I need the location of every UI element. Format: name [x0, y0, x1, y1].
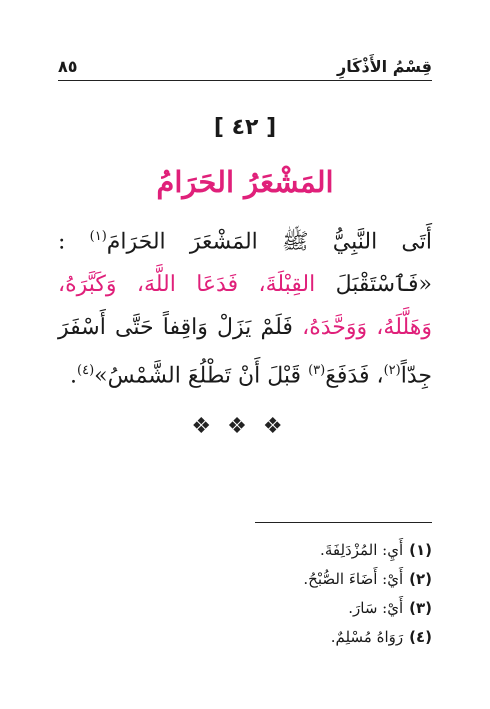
- footnote-ref-2[interactable]: (٢): [383, 363, 401, 379]
- footnote-ref-4[interactable]: (٤): [77, 363, 95, 379]
- hadith-middle: فَلَمْ يَزَلْ وَاقِفاً حَتَّى أَسْفَرَ جِدّاً: [58, 315, 432, 389]
- entry-number: [ ٤٢ ]: [213, 115, 277, 140]
- hadith-text: [58, 215, 432, 398]
- footnote-divider: [255, 522, 432, 523]
- hadith-middle-2: ، فَدَفَعَ: [325, 363, 384, 389]
- footnote-item: [58, 594, 432, 623]
- page-header: [58, 50, 432, 81]
- footnote-item: [58, 565, 432, 594]
- footnote-mark: (١): [409, 541, 432, 559]
- hadith-lead: أَتَى النَّبِيُّ ﷺ المَشْعَرَ الحَرَامَ: [106, 229, 432, 255]
- footnote-text: أَيِ: المُزْدَلِفَةَ.: [320, 541, 404, 559]
- hadith-highlight: القِبْلَةَ، فَدَعَا اللَّهَ، وَكَبَّرَهُ، وَهَلَّلَهُ، وَوَحَّدَهُ،: [58, 272, 432, 341]
- page-number: ٨٥: [58, 57, 78, 76]
- section-title: قِسْمُ الأَذْكَارِ: [336, 57, 432, 76]
- hadith-colon: : «فَٱسْتَقْبَلَ: [58, 229, 432, 298]
- footnote-mark: (٣): [409, 599, 432, 617]
- footnote-text: رَوَاهُ مُسْلِمٌ.: [330, 628, 404, 646]
- footnotes-list: [58, 536, 432, 652]
- footnote-mark: (٤): [409, 628, 432, 646]
- footnote-mark: (٢): [409, 570, 432, 588]
- entry-title: المَشْعَرُ الحَرَامُ: [156, 165, 334, 199]
- hadith-end: قَبْلَ أَنْ تَطْلُعَ الشَّمْسُ»: [94, 363, 309, 389]
- hadith-period: .: [70, 363, 78, 389]
- footnote-text: أَيْ: سَارَ.: [348, 599, 404, 617]
- footnote-ref-3[interactable]: (٣): [308, 363, 326, 379]
- footnote-text: أَيْ: أَضَاءَ الصُّبْحُ.: [303, 570, 404, 588]
- footnote-ref-1[interactable]: (١): [89, 229, 107, 244]
- footnote-item: [58, 536, 432, 565]
- ornament-divider: ❖❖❖: [191, 414, 299, 439]
- footnote-item: [58, 623, 432, 652]
